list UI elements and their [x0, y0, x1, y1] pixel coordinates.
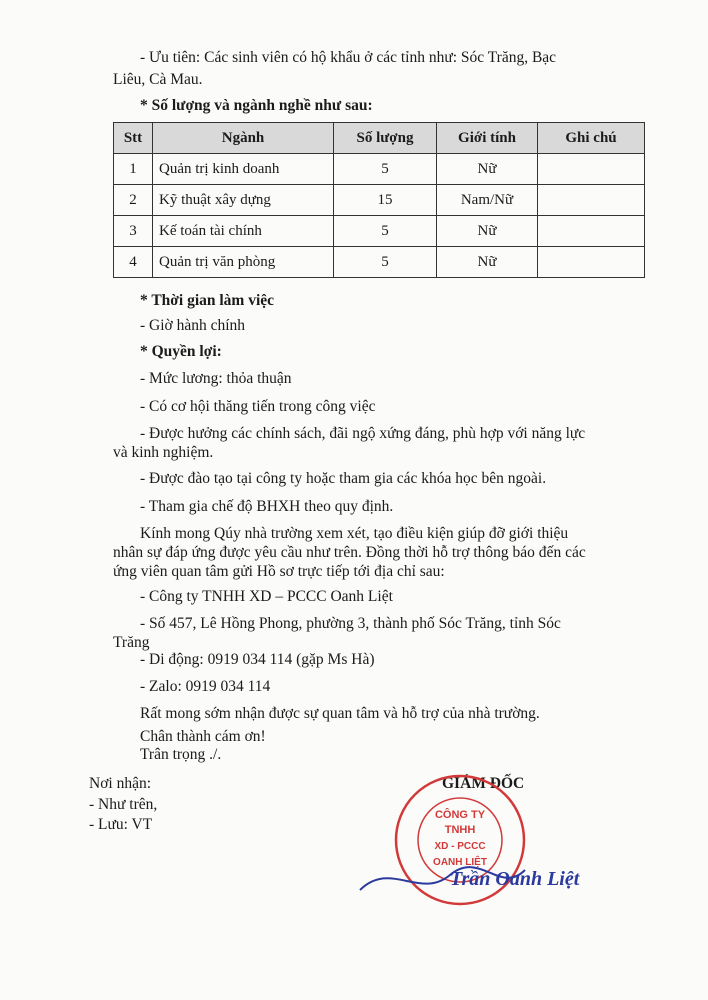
signer-name: Trần Oanh Liệt: [450, 868, 580, 890]
benefit-item: - Được đào tạo tại công ty hoặc tham gia các khóa học bên ngoài.: [140, 470, 547, 487]
cell-gender: Nữ: [437, 216, 538, 247]
recipients-heading: Nơi nhận:: [89, 775, 152, 792]
stamp-line: CÔNG TY: [434, 809, 486, 821]
col-header-note: Ghi chú: [538, 123, 645, 154]
benefit-item: - Tham gia chế độ BHXH theo quy định.: [140, 498, 394, 515]
priority-line: - Ưu tiên: Các sinh viên có hộ khẩu ở các tỉnh như: Sóc Trăng, Bạc: [140, 49, 557, 66]
contact-address-cont: Trăng: [113, 634, 150, 651]
cell-stt: 4: [114, 247, 153, 278]
cell-stt: 3: [114, 216, 153, 247]
benefit-item: - Mức lương: thỏa thuận: [140, 370, 292, 387]
cell-note: [538, 154, 645, 185]
stamp-line: XD - PCCC: [434, 841, 486, 852]
quantity-heading: * Số lượng và ngành nghề như sau:: [140, 97, 373, 114]
cell-major: Quản trị kinh doanh: [153, 154, 334, 185]
col-header-major: Ngành: [153, 123, 334, 154]
table-row: [114, 216, 645, 247]
cell-gender: Nữ: [437, 154, 538, 185]
col-header-quantity: Số lượng: [334, 123, 437, 154]
work-time-item: - Giờ hành chính: [140, 317, 246, 334]
priority-line-cont: Liêu, Cà Mau.: [113, 71, 203, 88]
benefit-item: - Có cơ hội thăng tiến trong công việc: [140, 398, 376, 415]
col-header-stt: Stt: [114, 123, 153, 154]
cell-gender: Nữ: [437, 247, 538, 278]
contact-company: - Công ty TNHH XD – PCCC Oanh Liệt: [140, 588, 393, 605]
benefit-item-cont: và kinh nghiệm.: [113, 444, 214, 461]
cell-note: [538, 185, 645, 216]
recipient-item: - Như trên,: [89, 796, 158, 813]
cell-quantity: 15: [334, 185, 437, 216]
cell-quantity: 5: [334, 154, 437, 185]
cell-quantity: 5: [334, 247, 437, 278]
table-row: [114, 185, 645, 216]
stamp-line: OANH LIỆT: [433, 857, 487, 868]
cell-note: [538, 247, 645, 278]
cell-major: Quản trị văn phòng: [153, 247, 334, 278]
benefit-item: - Được hưởng các chính sách, đãi ngộ xứng đáng, phù hợp với năng lực: [140, 425, 586, 442]
jobs-table: [113, 122, 645, 278]
table-row: [114, 154, 645, 185]
cell-quantity: 5: [334, 216, 437, 247]
contact-zalo: - Zalo: 0919 034 114: [140, 678, 271, 695]
closing-hope: Rất mong sớm nhận được sự quan tâm và hỗ trợ của nhà trường.: [140, 705, 540, 722]
col-header-gender: Giới tính: [437, 123, 538, 154]
stamp-line: TNHH: [444, 824, 476, 836]
recipient-item: - Lưu: VT: [89, 816, 153, 833]
contact-address: - Số 457, Lê Hồng Phong, phường 3, thành phố Sóc Trăng, tỉnh Sóc: [140, 615, 561, 632]
signer-title: GIÁM ĐỐC: [442, 775, 525, 792]
cell-major: Kỹ thuật xây dựng: [153, 185, 334, 216]
cell-major: Kế toán tài chính: [153, 216, 334, 247]
cell-note: [538, 216, 645, 247]
closing-thanks: Chân thành cám ơn!: [140, 728, 266, 745]
request-line: ứng viên quan tâm gửi Hồ sơ trực tiếp tới địa chỉ sau:: [113, 563, 445, 580]
request-line: nhân sự đáp ứng được yêu cầu như trên. Đồng thời hỗ trợ thông báo đến các: [113, 544, 586, 561]
benefits-heading: * Quyền lợi:: [140, 343, 222, 360]
contact-mobile: - Di động: 0919 034 114 (gặp Ms Hà): [140, 651, 375, 668]
cell-stt: 1: [114, 154, 153, 185]
closing-regards: Trân trọng ./.: [140, 746, 222, 763]
cell-gender: Nam/Nữ: [437, 185, 538, 216]
table-header-row: [114, 123, 645, 154]
cell-stt: 2: [114, 185, 153, 216]
table-row: [114, 247, 645, 278]
request-line: Kính mong Qúy nhà trường xem xét, tạo điều kiện giúp đỡ giới thiệu: [140, 525, 569, 542]
work-time-heading: * Thời gian làm việc: [140, 292, 275, 309]
